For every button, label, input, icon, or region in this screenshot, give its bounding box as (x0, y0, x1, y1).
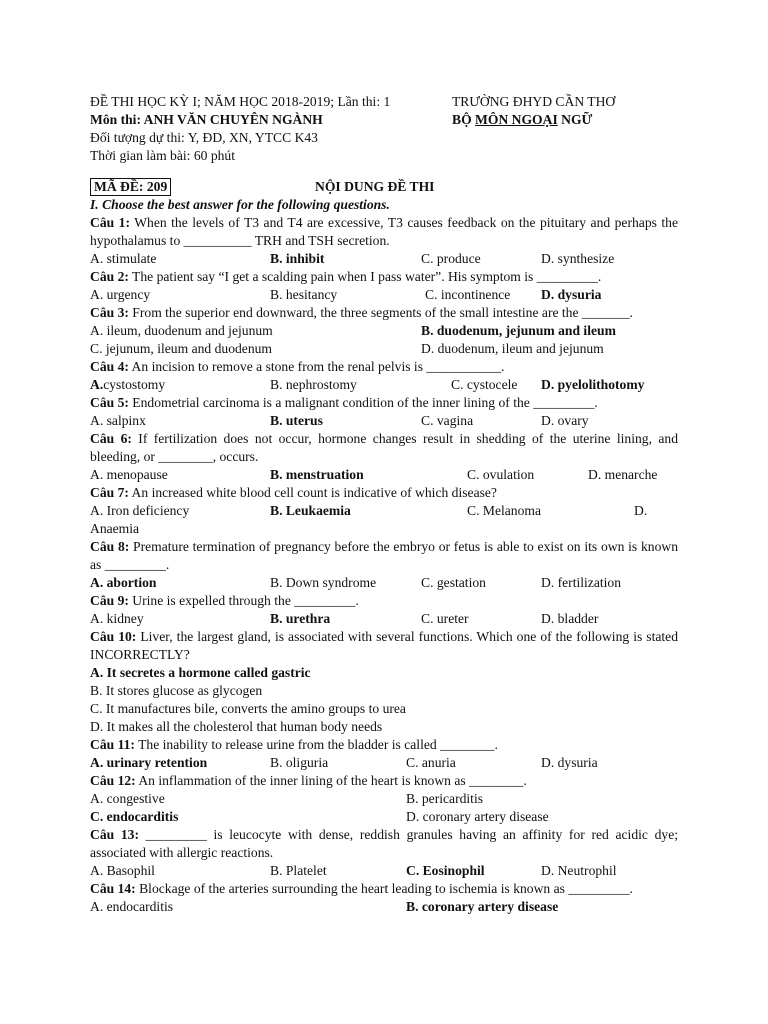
question-6-options (90, 466, 678, 484)
option-c: C. anuria (406, 755, 456, 770)
option-b: B. hesitancy (270, 287, 338, 302)
question-4-options (90, 376, 678, 394)
question-11-options (90, 754, 678, 772)
option-a: A. ileum, duodenum and jejunum (90, 323, 273, 338)
option-d: D. duodenum, ileum and jejunum (421, 341, 604, 356)
option-b: B. nephrostomy (270, 377, 357, 392)
option-c: C. jejunum, ileum and duodenum (90, 341, 272, 356)
option-a: A. urgency (90, 287, 151, 302)
question-5: Câu 5: Endometrial carcinoma is a malignant condition of the inner lining of the _________. (90, 395, 598, 410)
option-b: B. uterus (270, 413, 323, 428)
option-c: C. gestation (421, 575, 486, 590)
option-b: B. It stores glucose as glycogen (90, 683, 263, 698)
question-1: Câu 1: When the levels of T3 and T4 are excessive, T3 causes feedback on the pituitary and perhaps the hypothalamus to __________ TRH and TSH secretion. (90, 215, 678, 248)
option-c: C. cystocele (451, 377, 518, 392)
content-title: NỘI DUNG ĐỀ THI (315, 179, 435, 194)
option-d: D. synthesize (541, 251, 615, 266)
option-d: D. ovary (541, 413, 589, 428)
option-c: C. Melanoma (467, 503, 541, 518)
question-14: Câu 14: Blockage of the arteries surrounding the heart leading to ischemia is known as _________. (90, 881, 633, 896)
question-10: Câu 10: Liver, the largest gland, is associated with several functions. Which one of the following is stated INCORRECTLY? (90, 629, 678, 662)
option-a: A. salpinx (90, 413, 146, 428)
header-line-1 (90, 93, 678, 111)
option-b: B. Leukaemia (270, 503, 351, 518)
question-9-options (90, 610, 678, 628)
section-title: I. Choose the best answer for the following questions. (90, 197, 390, 212)
option-b: B. coronary artery disease (406, 899, 559, 914)
option-b: B. inhibit (270, 251, 325, 266)
question-13: Câu 13: _________ is leucocyte with dense, reddish granules having an affinity for red acidic dye; associated with allergic reactions. (90, 827, 679, 860)
option-a: A. kidney (90, 611, 144, 626)
option-a: A. cystostomy (90, 377, 166, 392)
header-line-2 (90, 111, 678, 129)
option-d: D. bladder (541, 611, 599, 626)
option-c: C. vagina (421, 413, 474, 428)
option-d: D. (634, 503, 648, 518)
option-c: C. Eosinophil (406, 863, 485, 878)
option-c: C. ovulation (467, 467, 535, 482)
question-6: Câu 6: If fertilization does not occur, hormone changes result in shedding of the uterine lining, and bleeding, or ________, occurs. (90, 431, 678, 464)
option-a: A. menopause (90, 467, 168, 482)
option-a: A. Basophil (90, 863, 155, 878)
option-b: B. duodenum, jejunum and ileum (421, 323, 616, 338)
option-d: D. dysuria (541, 755, 598, 770)
option-b: B. urethra (270, 611, 331, 626)
option-a: A. endocarditis (90, 899, 174, 914)
question-4: Câu 4: An incision to remove a stone from the renal pelvis is ___________. (90, 359, 505, 374)
question-14-options (90, 898, 678, 916)
option-c: C. ureter (421, 611, 469, 626)
option-d: D. dysuria (541, 287, 602, 302)
option-b: B. oliguria (270, 755, 329, 770)
option-b: B. pericarditis (406, 791, 484, 806)
question-8-options (90, 574, 678, 592)
exam-duration: Thời gian làm bài: 60 phút (90, 148, 235, 163)
option-d: D. coronary artery disease (406, 809, 549, 824)
question-9: Câu 9: Urine is expelled through the _________. (90, 593, 359, 608)
option-a: A. abortion (90, 575, 157, 590)
department-name: BỘ MÔN NGOẠI NGỮ (452, 112, 593, 127)
option-b: B. menstruation (270, 467, 364, 482)
question-1-options (90, 250, 678, 268)
option-b: B. Platelet (270, 863, 327, 878)
option-d: D. It makes all the cholesterol that human body needs (90, 719, 383, 734)
option-c: C. endocarditis (90, 809, 179, 824)
title-row (90, 178, 678, 196)
question-12: Câu 12: An inflammation of the inner lining of the heart is known as ________. (90, 773, 527, 788)
option-a: A. It secretes a hormone called gastric (90, 665, 311, 680)
question-8: Câu 8: Premature termination of pregnancy before the embryo or fetus is able to exist on its own is known as _________. (90, 539, 678, 572)
option-d-continued: Anaemia (90, 521, 140, 536)
option-d: D. menarche (588, 467, 658, 482)
subject-label: Môn thi: ANH VĂN CHUYÊN NGÀNH (90, 112, 323, 127)
question-13-options (90, 862, 678, 880)
exam-title: ĐỀ THI HỌC KỲ I; NĂM HỌC 2018-2019; Lần thi: 1 (90, 94, 391, 109)
option-c: C. incontinence (425, 287, 511, 302)
question-3-options-cd (90, 340, 678, 358)
option-a: A. congestive (90, 791, 165, 806)
exam-page (90, 93, 678, 916)
question-11: Câu 11: The inability to release urine from the bladder is called ________. (90, 737, 498, 752)
exam-code-box: MÃ ĐỀ: 209 (90, 178, 171, 196)
question-2-options (90, 286, 678, 304)
option-a: A. Iron deficiency (90, 503, 190, 518)
school-name: TRƯỜNG ĐHYD CẦN THƠ (452, 94, 616, 109)
question-3-options-ab (90, 322, 678, 340)
question-3: Câu 3: From the superior end downward, the three segments of the small intestine are the _______. (90, 305, 633, 320)
option-a: A. urinary retention (90, 755, 208, 770)
option-d: D. fertilization (541, 575, 622, 590)
option-d: D. pyelolithotomy (541, 377, 645, 392)
option-a: A. stimulate (90, 251, 157, 266)
question-7: Câu 7: An increased white blood cell count is indicative of which disease? (90, 485, 497, 500)
question-12-options-ab (90, 790, 678, 808)
question-5-options (90, 412, 678, 430)
option-b: B. Down syndrome (270, 575, 377, 590)
question-2: Câu 2: The patient say “I get a scalding pain when I pass water”. His symptom is _________. (90, 269, 602, 284)
question-7-options (90, 502, 678, 520)
option-c: C. It manufactures bile, converts the amino groups to urea (90, 701, 406, 716)
exam-audience: Đối tượng dự thi: Y, ĐD, XN, YTCC K43 (90, 130, 318, 145)
option-c: C. produce (421, 251, 481, 266)
question-12-options-cd (90, 808, 678, 826)
option-d: D. Neutrophil (541, 863, 617, 878)
